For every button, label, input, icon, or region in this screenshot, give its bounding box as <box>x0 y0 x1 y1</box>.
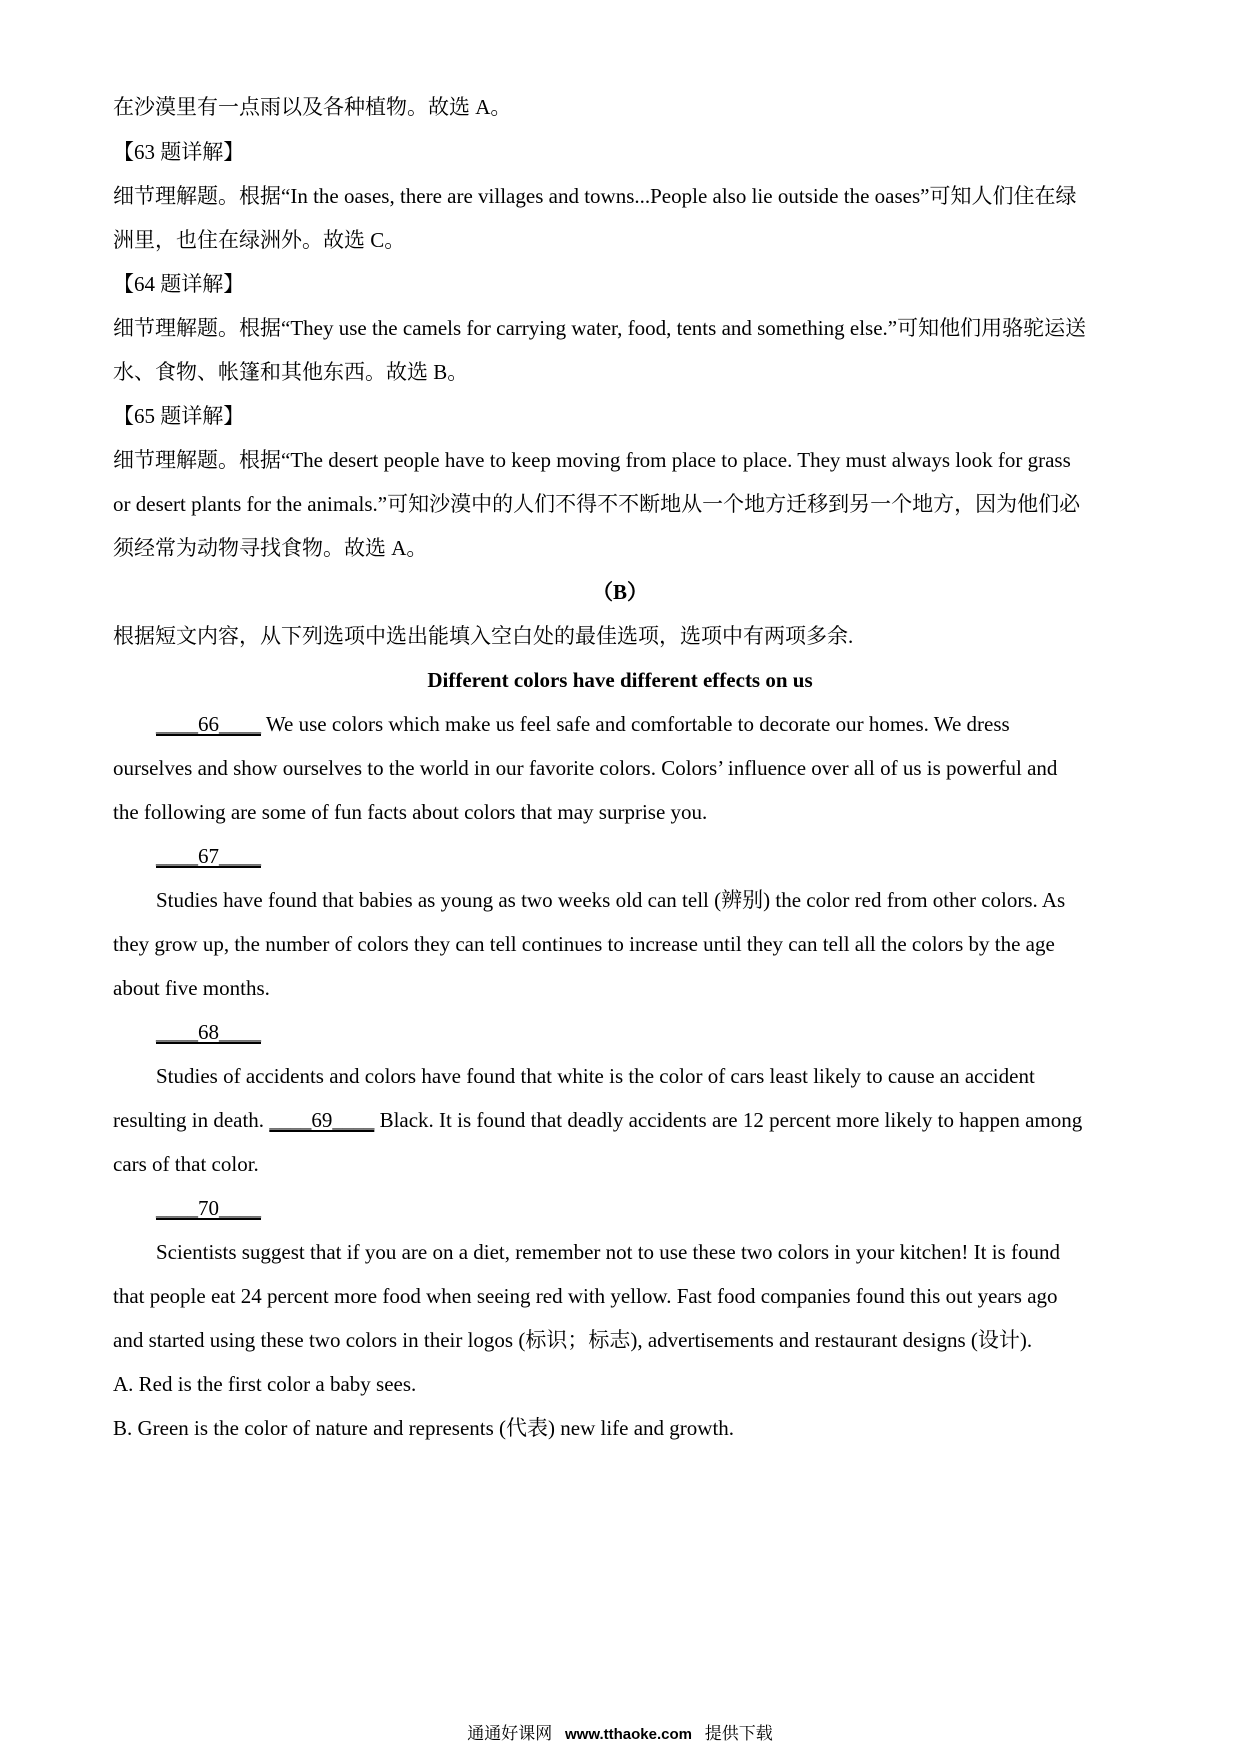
paragraph-4-line-3: and started using these two colors in their logos (标识；标志), advertisements and restaurant designs (设计). <box>113 1328 1033 1352</box>
paragraph-3-text-a: resulting in death. <box>113 1108 270 1132</box>
blank-67: ____67____ <box>156 844 261 868</box>
page-footer <box>0 1722 1240 1747</box>
blank-70-line <box>156 1193 261 1223</box>
paragraph-4-line-1: Scientists suggest that if you are on a diet, remember not to use these two colors in your kitchen! It is found <box>156 1240 1060 1264</box>
paragraph-2-line-2: they grow up, the number of colors they can tell continues to increase until they can tell all the colors by the age <box>113 932 1055 956</box>
q63-line1: 细节理解题。根据“In the oases, there are villages and towns...People also lie outside the oases”可知人们住在绿 <box>113 184 1077 208</box>
blank-68-line <box>156 1017 261 1047</box>
paragraph-2-line-1: Studies have found that babies as young as two weeks old can tell (辨别) the color red from other colors. As <box>156 888 1066 912</box>
option-b: B. Green is the color of nature and represents (代表) new life and growth. <box>113 1416 735 1440</box>
q65-heading: 【65 题详解】 <box>113 404 245 428</box>
blank-67-line <box>156 841 261 871</box>
q64-line2: 水、食物、帐篷和其他东西。故选 B。 <box>113 360 469 384</box>
blank-69: ____69____ <box>269 1108 375 1132</box>
blank-66: ____66____ <box>156 712 261 736</box>
q65-line1: 细节理解题。根据“The desert people have to keep moving from place to place. They must always look for grass <box>113 448 1071 472</box>
paragraph-1-text: We use colors which make us feel safe and comfortable to decorate our homes. We dress <box>261 712 1010 736</box>
q65-line2: or desert plants for the animals.”可知沙漠中的人们不得不不断地从一个地方迁移到另一个地方，因为他们必 <box>113 492 1081 516</box>
paragraph-3-line-3: cars of that color. <box>113 1152 259 1176</box>
paragraph-1-line-2: ourselves and show ourselves to the world in our favorite colors. Colors’ influence over all of us is powerful and <box>113 756 1058 780</box>
paragraph-3-line-2 <box>113 1105 1082 1135</box>
blank-70: ____70____ <box>156 1196 261 1220</box>
paragraph-3-text-b: Black. It is found that deadly accidents are 12 percent more likely to happen among <box>374 1108 1083 1132</box>
paragraph-1-line-3: the following are some of fun facts about colors that may surprise you. <box>113 800 708 824</box>
answer-62-tail: 在沙漠里有一点雨以及各种植物。故选 A。 <box>113 95 512 119</box>
blank-68: ____68____ <box>156 1020 261 1044</box>
footer-note: 提供下载 <box>704 1724 773 1743</box>
paragraph-2-line-3: about five months. <box>113 976 270 1000</box>
section-b-label: （B） <box>591 580 648 604</box>
q64-line1: 细节理解题。根据“They use the camels for carrying water, food, tents and something else.”可知他们用骆驼运送 <box>113 316 1087 340</box>
paragraph-4-line-2: that people eat 24 percent more food when seeing red with yellow. Fast food companies found this out years ago <box>113 1284 1058 1308</box>
q64-heading: 【64 题详解】 <box>113 272 245 296</box>
paragraph-3-line-1: Studies of accidents and colors have found that white is the color of cars least likely to cause an accident <box>156 1064 1035 1088</box>
footer-url[interactable]: www.tthaoke.com <box>565 1726 692 1743</box>
section-b-instruction: 根据短文内容，从下列选项中选出能填入空白处的最佳选项，选项中有两项多余. <box>113 624 854 648</box>
passage-title: Different colors have different effects on us <box>427 668 813 692</box>
q63-line2: 洲里，也住在绿洲外。故选 C。 <box>113 228 406 252</box>
footer-site-name: 通通好课网 <box>467 1724 553 1743</box>
q63-heading: 【63 题详解】 <box>113 140 245 164</box>
paragraph-1-line-1 <box>156 709 1010 739</box>
option-a: A. Red is the first color a baby sees. <box>113 1372 417 1396</box>
q65-line3: 须经常为动物寻找食物。故选 A。 <box>113 536 428 560</box>
